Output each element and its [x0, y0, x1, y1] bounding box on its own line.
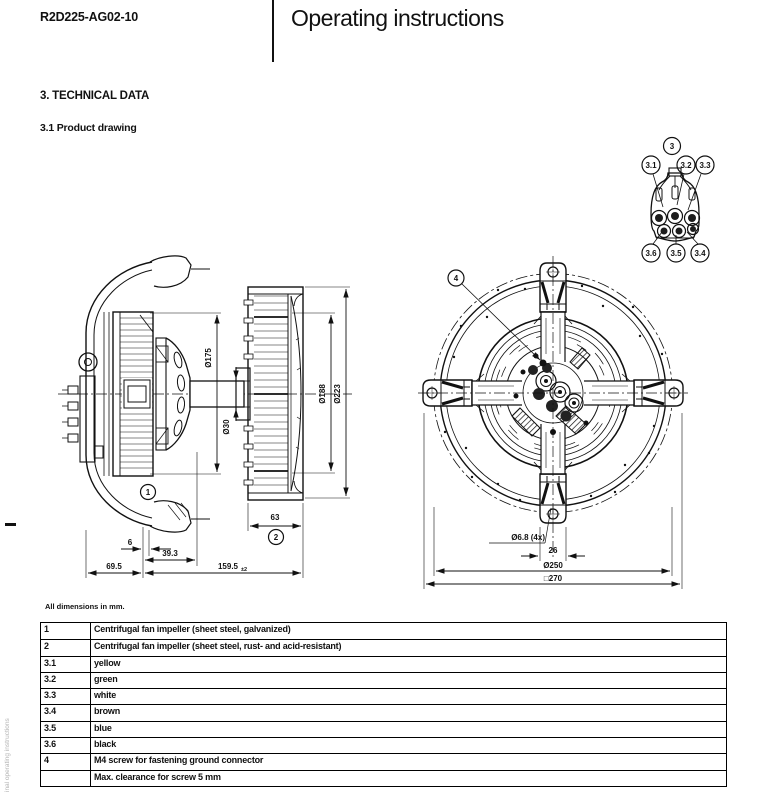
ref-cell: 3.2 — [41, 673, 91, 688]
callout-3-4 — [691, 244, 709, 262]
page-title: Operating instructions — [291, 5, 504, 31]
callout-2 — [269, 530, 284, 545]
description-cell: Centrifugal fan impeller (sheet steel, galvanized) — [94, 624, 291, 634]
description-cell: green — [94, 673, 118, 684]
connector-detail — [642, 138, 714, 263]
callout-3-1 — [642, 156, 660, 174]
dim-label-dia188: Ø188 — [318, 384, 327, 404]
callout-1-label: 1 — [145, 488, 151, 497]
callout-3-6-label: 3.6 — [645, 249, 657, 258]
callout-3-5 — [667, 244, 685, 262]
description-cell: white — [94, 690, 117, 701]
front-view — [418, 256, 688, 589]
ref-cell — [41, 771, 91, 786]
callout-3-3-label: 3.3 — [699, 161, 711, 170]
legend-table — [40, 622, 727, 787]
dim-label-dia30: Ø30 — [222, 419, 231, 435]
side-view — [58, 256, 352, 578]
dim-label-39-3: 39.3 — [162, 549, 178, 558]
table-row — [41, 753, 726, 769]
description-cell: yellow — [94, 657, 121, 668]
ref-cell: 3.1 — [41, 657, 91, 672]
terminal-bracket — [62, 353, 103, 462]
table-row — [41, 639, 726, 655]
callout-3-1-label: 3.1 — [645, 161, 657, 170]
dimension-lines-side — [88, 289, 346, 573]
dim-label-159-5: 159.5 — [217, 562, 239, 571]
table-row — [41, 770, 726, 786]
ref-cell: 3.4 — [41, 705, 91, 720]
dim-label-dia223: Ø223 — [333, 384, 342, 404]
dim-label-159-5-tol: ±2 — [241, 567, 248, 573]
side-margin-text: inal operating instructions — [4, 718, 11, 792]
dim-label-6: 6 — [127, 538, 133, 547]
description-cell: black — [94, 739, 117, 750]
dim-label-26: 26 — [548, 546, 558, 555]
description-cell: brown — [94, 706, 120, 717]
ref-cell: 3.5 — [41, 722, 91, 737]
callout-3 — [664, 138, 681, 155]
connector-terminals — [652, 209, 700, 238]
product-code: R2D225-AG02-10 — [40, 10, 138, 24]
table-row — [41, 721, 726, 737]
dim-label-sq270: □270 — [543, 574, 563, 583]
dim-label-hole: Ø6.8 (4x) — [511, 533, 545, 542]
ref-cell: 2 — [41, 640, 91, 655]
table-row — [41, 737, 726, 753]
ref-cell: 4 — [41, 754, 91, 769]
callout-4-label: 4 — [453, 274, 459, 283]
dim-label-63: 63 — [270, 513, 280, 522]
subsection-heading: 3.1 Product drawing — [40, 122, 137, 134]
table-row — [41, 688, 726, 704]
callout-3-6 — [642, 244, 660, 262]
dim-label-dia175: Ø175 — [204, 348, 213, 368]
ref-cell: 3.6 — [41, 738, 91, 753]
callout-3-4-label: 3.4 — [694, 249, 706, 258]
callout-3-label: 3 — [669, 142, 675, 151]
description-cell: Max. clearance for screw 5 mm — [94, 771, 221, 782]
section-heading: 3. TECHNICAL DATA — [40, 90, 150, 102]
callout-1 — [141, 485, 156, 500]
callout-3-2-label: 3.2 — [680, 161, 692, 170]
callout-3-2 — [677, 156, 695, 174]
ref-cell: 1 — [41, 623, 91, 639]
table-row — [41, 704, 726, 720]
table-row — [41, 672, 726, 688]
extension-lines-side — [86, 287, 350, 578]
table-row — [41, 656, 726, 672]
ref-cell: 3.3 — [41, 689, 91, 704]
description-cell: Centrifugal fan impeller (sheet steel, rust- and acid-resistant) — [94, 641, 342, 652]
description-cell: blue — [94, 722, 112, 733]
dim-label-dia250: Ø250 — [543, 561, 563, 570]
dim-label-69-5: 69.5 — [106, 562, 122, 571]
registration-mark — [5, 523, 16, 526]
description-cell: M4 screw for fastening ground connector — [94, 755, 264, 766]
impeller-2 — [236, 287, 303, 500]
callout-2-label: 2 — [273, 533, 279, 542]
dimensions-note: All dimensions in mm. — [45, 602, 125, 611]
table-row — [41, 623, 726, 639]
callout-3-3 — [696, 156, 714, 174]
callout-3-5-label: 3.5 — [670, 249, 682, 258]
